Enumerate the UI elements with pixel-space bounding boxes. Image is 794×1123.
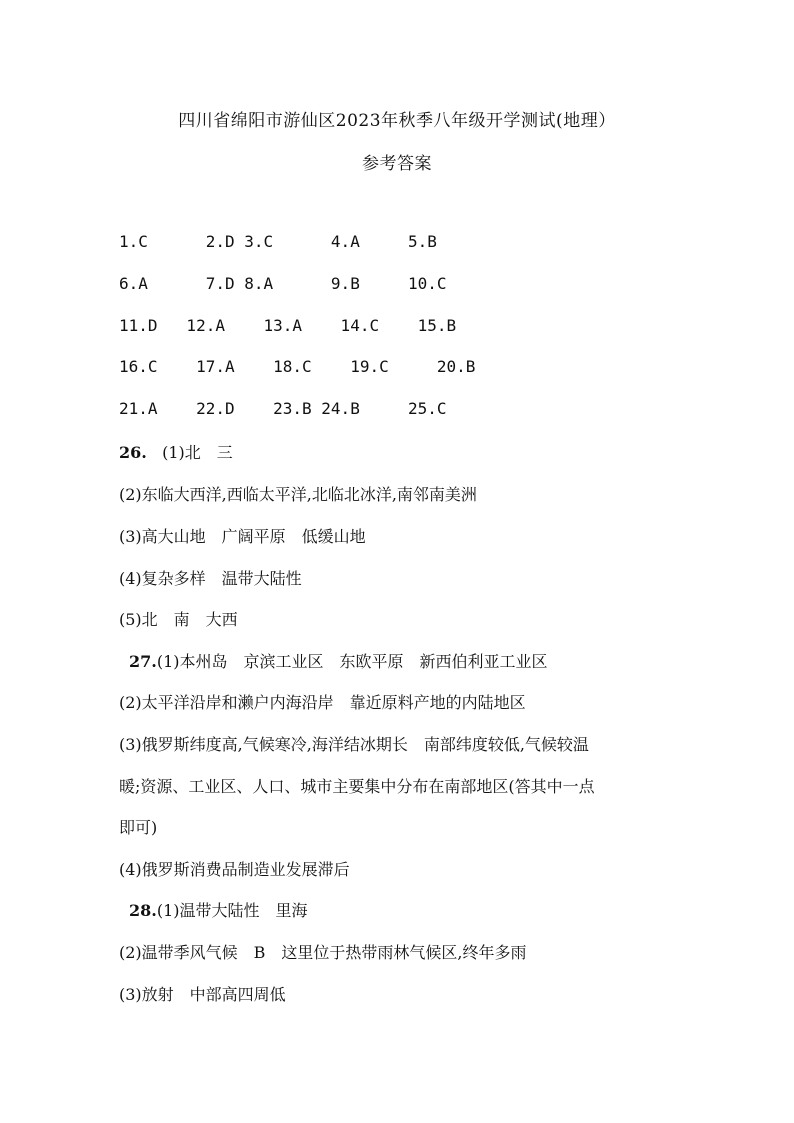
- q27-line-1: [129, 649, 548, 672]
- q28-number: 28.: [129, 901, 157, 920]
- q27-number: 27.: [129, 652, 157, 671]
- document-title: 四川省绵阳市游仙区2023年秋季八年级开学测试(地理）: [178, 111, 616, 131]
- q26-answer-text: (1)北 三: [162, 443, 233, 462]
- q26-answer-line: (5)北 南 大西: [119, 610, 238, 629]
- q27-answer-line: 即可): [119, 818, 158, 837]
- mc-answer-row: 21.A 22.D 23.B 24.B 25.C: [119, 399, 447, 418]
- q27-answer-line: (3)俄罗斯纬度高,气候寒冷,海洋结冰期长 南部纬度较低,气候较温: [119, 735, 589, 754]
- mc-answer-row: 11.D 12.A 13.A 14.C 15.B: [119, 316, 457, 335]
- q27-answer-line: (2)太平洋沿岸和濑户内海沿岸 靠近原料产地的内陆地区: [119, 693, 526, 712]
- q28-answer-text: (1)温带大陆性 里海: [156, 901, 308, 920]
- q28-answer-line: (2)温带季风气候 B 这里位于热带雨林气候区,终年多雨: [119, 943, 527, 962]
- q26-line-1: [119, 440, 233, 463]
- q28-answer-line: (3)放射 中部高四周低: [119, 985, 286, 1004]
- q26-answer-line: (2)东临大西洋,西临太平洋,北临北冰洋,南邻南美洲: [119, 485, 477, 504]
- q27-answer-line: (4)俄罗斯消费品制造业发展滞后: [119, 860, 350, 879]
- q26-answer-line: (4)复杂多样 温带大陆性: [119, 569, 302, 588]
- mc-answer-row: 1.C 2.D 3.C 4.A 5.B: [119, 232, 437, 251]
- q26-answer-line: (3)高大山地 广阔平原 低缓山地: [119, 527, 366, 546]
- q26-number: 26.: [119, 443, 147, 462]
- document-subtitle: 参考答案: [362, 154, 432, 174]
- q28-line-1: [129, 898, 308, 921]
- q27-answer-text: (1)本州岛 京滨工业区 东欧平原 新西伯利亚工业区: [156, 652, 548, 671]
- mc-answer-row: 6.A 7.D 8.A 9.B 10.C: [119, 274, 447, 293]
- q27-answer-line: 暖;资源、工业区、人口、城市主要集中分布在南部地区(答其中一点: [119, 777, 595, 796]
- mc-answer-row: 16.C 17.A 18.C 19.C 20.B: [119, 357, 476, 376]
